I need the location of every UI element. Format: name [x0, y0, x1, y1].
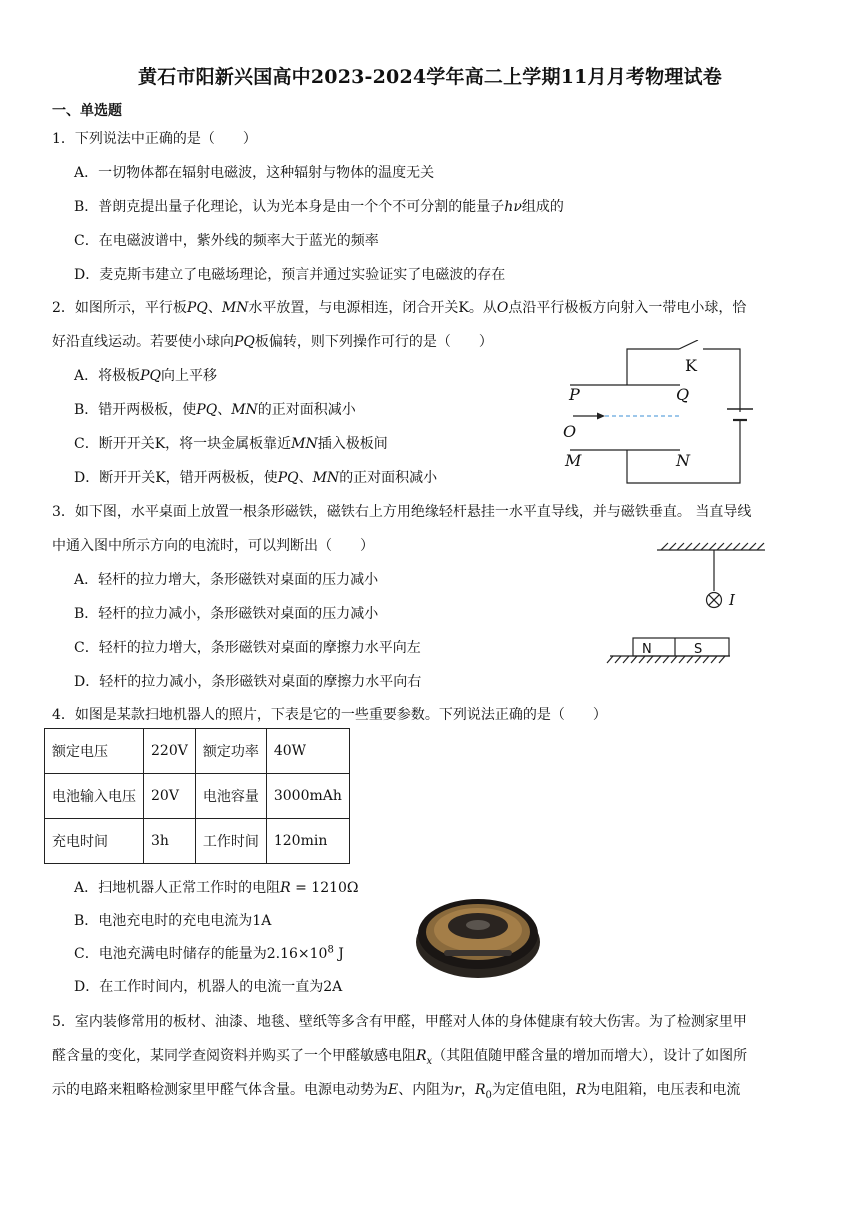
- q2-option-c: C．断开开关K，将一块金属板靠近MN插入极板间: [74, 436, 388, 452]
- q5-line2: 醛含量的变化，某同学查阅资料并购买了一个甲醛敏感电阻$R_x$（其阻值随甲醛含量的增加而增大），设计了如图所: [52, 1048, 748, 1067]
- q3-stem-line1: 3．如下图，水平桌面上放置一根条形磁铁，磁铁右上方用绝缘轻杆悬挂一水平直导线，并与磁铁垂直。 当直导线: [52, 504, 752, 520]
- table-cell: 20V: [144, 774, 196, 819]
- q2-option-b: B．错开两极板，使PQ、MN的正对面积减小: [74, 402, 356, 418]
- q3-option-a: A．轻杆的拉力增大，条形磁铁对桌面的压力减小: [74, 572, 379, 588]
- magnet-pole-s: S: [694, 642, 703, 657]
- q1-option-d: D．麦克斯韦建立了电磁场理论，预言并通过实验证实了电磁波的存在: [74, 267, 506, 283]
- robot-vacuum-photo: [414, 890, 542, 980]
- q5-line1: 5．室内装修常用的板材、油漆、地毯、壁纸等多含有甲醛，甲醛对人体的身体健康有较大伤害。为了检测家里甲: [52, 1014, 747, 1030]
- plate-label-p: P: [569, 385, 580, 404]
- table-row: [45, 819, 350, 864]
- table-cell: 220V: [144, 729, 196, 774]
- table-cell: 40W: [266, 729, 349, 774]
- q4-option-a: A．扫地机器人正常工作时的电阻R = 1210Ω: [74, 880, 359, 896]
- table-cell: 额定功率: [195, 729, 266, 774]
- q1-option-b: B．普朗克提出量子化理论，认为光本身是由一个个不可分割的能量子hν组成的: [74, 199, 564, 215]
- q3-stem-line2: 中通入图中所示方向的电流时，可以判断出（ ）: [52, 538, 374, 554]
- q4-stem: 4．如图是某款扫地机器人的照片，下表是它的一些重要参数。下列说法正确的是（ ）: [52, 707, 607, 723]
- table-cell: 120min: [266, 819, 349, 864]
- magnet-wire-figure: [605, 540, 770, 670]
- q4-option-b: B．电池充电时的充电电流为1A: [74, 913, 272, 929]
- magnet-pole-n: N: [642, 642, 652, 657]
- table-cell: 工作时间: [195, 819, 266, 864]
- q3-option-c: C．轻杆的拉力增大，条形磁铁对桌面的摩擦力水平向左: [74, 640, 421, 656]
- plate-label-n: N: [676, 451, 690, 470]
- switch-label-k: K: [685, 356, 697, 375]
- table-cell: 电池输入电压: [45, 774, 144, 819]
- q4-option-c: C．电池充满电时储存的能量为$2.16\times 10^8$ J: [74, 944, 344, 962]
- plate-label-q: Q: [676, 385, 690, 404]
- plate-label-m: M: [565, 451, 582, 470]
- point-label-o: O: [563, 422, 577, 441]
- q2-option-a: A．将极板PQ向上平移: [74, 368, 218, 384]
- table-cell: 额定电压: [45, 729, 144, 774]
- q2-option-d: D．断开开关K，错开两极板，使PQ、MN的正对面积减小: [74, 470, 438, 486]
- q2-stem-line2: 好沿直线运动。若要使小球向PQ板偏转，则下列操作可行的是（ ）: [52, 334, 493, 350]
- capacitor-circuit-figure: [555, 340, 755, 485]
- current-label-i: I: [729, 591, 735, 609]
- table-cell: 电池容量: [195, 774, 266, 819]
- table-cell: 3000mAh: [266, 774, 349, 819]
- table-row: [45, 729, 350, 774]
- section-heading: 一、单选题: [52, 103, 122, 119]
- paper-title: 黄石市阳新兴国高中2023-2024学年高二上学期11月月考物理试卷: [138, 66, 722, 88]
- q1-option-a: A．一切物体都在辐射电磁波，这种辐射与物体的温度无关: [74, 165, 435, 181]
- q3-option-d: D．轻杆的拉力减小，条形磁铁对桌面的摩擦力水平向右: [74, 674, 422, 690]
- q4-option-d: D．在工作时间内，机器人的电流一直为2A: [74, 979, 343, 995]
- robot-parameter-table: [44, 728, 350, 864]
- q5-line3: 示的电路来粗略检测家里甲醛气体含量。电源电动势为E、内阻为r，$R_0$为定值电阻，R为电阻箱，电压表和电流: [52, 1082, 741, 1101]
- table-cell: 充电时间: [45, 819, 144, 864]
- table-row: [45, 774, 350, 819]
- q2-stem-line1: 2．如图所示，平行板PQ、MN水平放置，与电源相连，闭合开关K。从O点沿平行极板方向射入一带电小球，恰: [52, 300, 747, 316]
- q1-option-c: C．在电磁波谱中，紫外线的频率大于蓝光的频率: [74, 233, 379, 249]
- q3-option-b: B．轻杆的拉力减小，条形磁铁对桌面的压力减小: [74, 606, 379, 622]
- q1-stem: 1．下列说法中正确的是（ ）: [52, 131, 257, 147]
- table-cell: 3h: [144, 819, 196, 864]
